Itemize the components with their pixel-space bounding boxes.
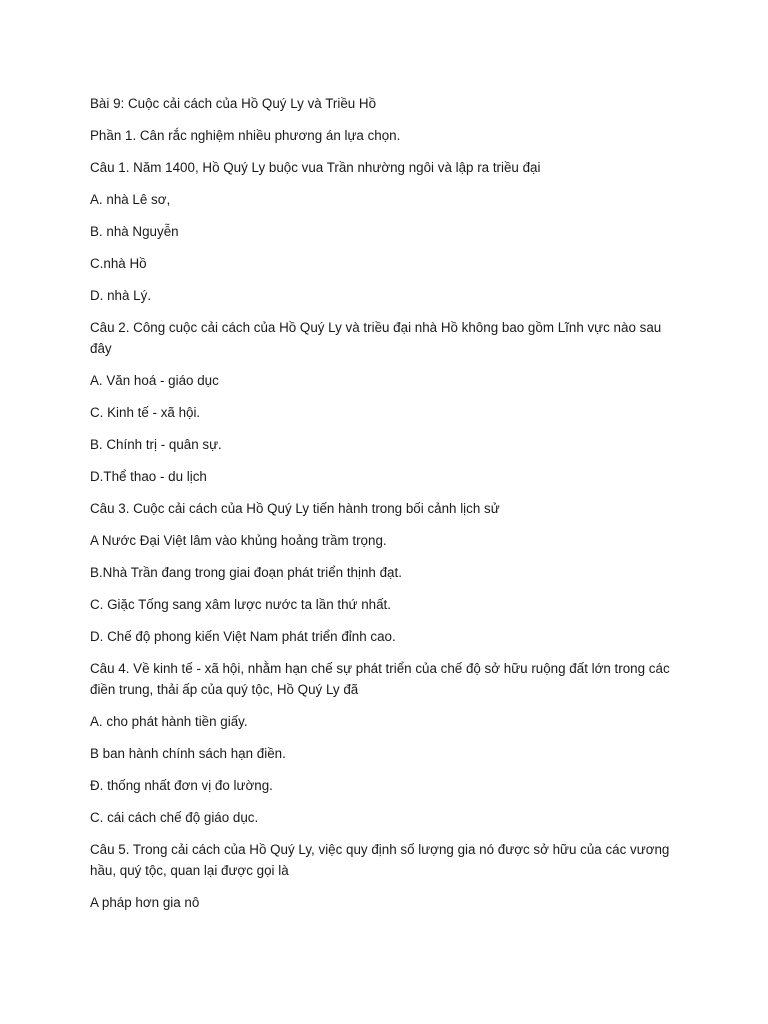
answer-option: D. Chế độ phong kiến Việt Nam phát triển đỉnh cao. xyxy=(90,629,396,644)
answer-option: C. Kinh tế - xã hội. xyxy=(90,405,201,420)
question-1: Câu 1. Năm 1400, Hồ Quý Ly buộc vua Trần nhường ngôi và lập ra triều đại xyxy=(90,160,541,175)
answer-option: B. Chính trị - quân sự. xyxy=(90,437,222,452)
answer-option: C. cái cách chế độ giáo dục. xyxy=(90,810,259,825)
answer-option: A. cho phát hành tiền giấy. xyxy=(90,714,248,729)
section-heading: Phần 1. Cân rắc nghiệm nhiều phương án lựa chọn. xyxy=(90,128,401,143)
answer-option: C.nhà Hồ xyxy=(90,256,147,271)
question-2: Câu 2. Công cuộc cải cách của Hồ Quý Ly và triều đại nhà Hồ không bao gồm Lĩnh vực nào sau đây xyxy=(90,320,662,356)
answer-option: B. nhà Nguyễn xyxy=(90,224,179,239)
answer-option: A Nước Đại Việt lâm vào khủng hoảng trầm trọng. xyxy=(90,533,387,548)
answer-option: A pháp hơn gia nô xyxy=(90,895,200,910)
question-3: Câu 3. Cuộc cải cách của Hồ Quý Ly tiến hành trong bối cảnh lịch sử xyxy=(90,501,500,516)
lesson-title: Bài 9: Cuộc cải cách của Hồ Quý Ly và Triều Hồ xyxy=(90,96,377,111)
answer-option: D.Thể thao - du lịch xyxy=(90,469,207,484)
answer-option: A. Văn hoá - giáo dục xyxy=(90,373,219,388)
answer-option: B.Nhà Trần đang trong giai đoạn phát triển thịnh đạt. xyxy=(90,565,402,580)
question-5: Câu 5. Trong cải cách của Hồ Quý Ly, việc quy định số lượng gia nó được sở hữu của các vương hầu, quý tộc, quan lại được gọi là xyxy=(90,842,670,878)
answer-option: D. nhà Lý. xyxy=(90,288,152,303)
document-body xyxy=(90,93,680,924)
question-4: Câu 4. Về kinh tế - xã hội, nhằm hạn chế sự phát triển của chế độ sở hữu ruộng đất lớn trong các điền trung, thải ấp của quý tộc, Hồ Quý Ly đã xyxy=(90,661,670,697)
answer-option: A. nhà Lê sơ, xyxy=(90,192,171,207)
answer-option: Đ. thống nhất đơn vị đo lường. xyxy=(90,778,273,793)
answer-option: B ban hành chính sách hạn điền. xyxy=(90,746,286,761)
answer-option: C. Giặc Tống sang xâm lược nước ta lần thứ nhất. xyxy=(90,597,391,612)
